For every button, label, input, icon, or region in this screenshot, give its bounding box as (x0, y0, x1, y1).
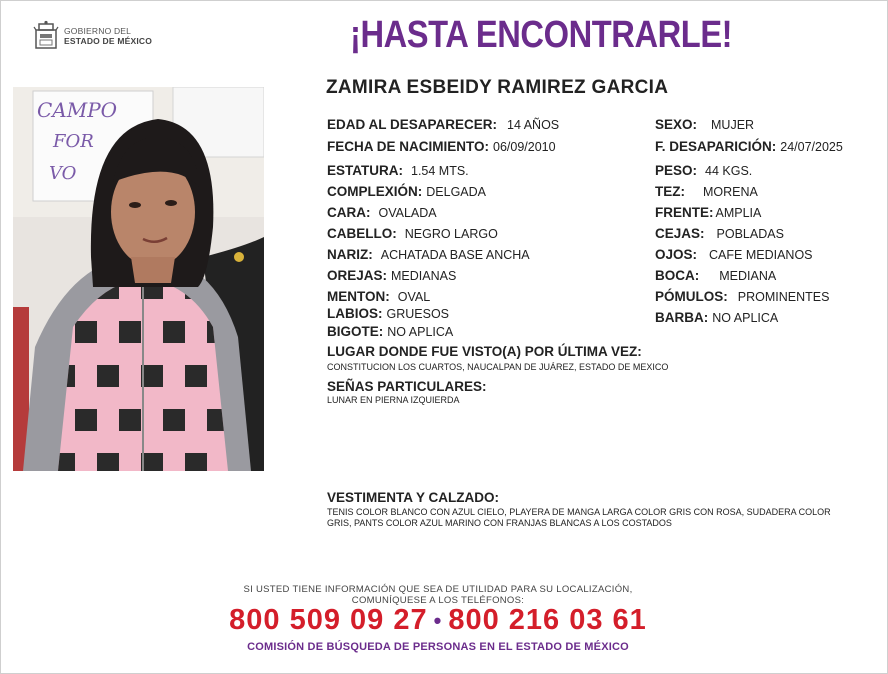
field-menton (327, 289, 430, 304)
field-label: NARIZ: (327, 247, 373, 262)
field-cabello (327, 226, 498, 241)
phone-1[interactable]: 800 509 09 27 (229, 604, 428, 636)
field-nacimiento (327, 139, 556, 154)
field-label: CABELLO: (327, 226, 397, 241)
field-desaparicion (655, 139, 843, 154)
field-orejas (327, 268, 456, 283)
field-nariz (327, 247, 530, 262)
field-label: PÓMULOS: (655, 289, 728, 304)
coat-of-arms-icon (33, 20, 59, 52)
clothing-text: TENIS COLOR BLANCO CON AZUL CIELO, PLAYERA DE MANGA LARGA COLOR GRIS CON ROSA, SUDADERA COLOR GRIS, PANTS COLOR AZUL MARINO CON FRANJAS BLANCAS A LOS COSTADOS (327, 507, 831, 528)
field-cejas (655, 226, 784, 241)
field-value: NEGRO LARGO (404, 227, 498, 241)
field-value: GRUESOS (386, 307, 450, 321)
field-value: CAFE MEDIANOS (709, 248, 813, 262)
field-label: BARBA: (655, 310, 709, 325)
field-label: MENTON: (327, 289, 390, 304)
field-ojos (655, 247, 813, 262)
logo-line-1: GOBIERNO DEL (64, 26, 132, 36)
marks-title: SEÑAS PARTICULARES: (327, 379, 487, 394)
field-barba (655, 310, 778, 325)
field-value: MEDIANA (719, 269, 777, 283)
field-value: 24/07/2025 (780, 140, 843, 154)
field-label: OREJAS: (327, 268, 388, 283)
headline: ¡HASTA ENCONTRARLE! (350, 14, 733, 56)
person-name: ZAMIRA ESBEIDY RAMIREZ GARCIA (326, 77, 669, 98)
field-labios (327, 306, 449, 321)
field-edad (327, 117, 559, 132)
commission-name: COMISIÓN DE BÚSQUEDA DE PERSONAS EN EL ESTADO DE MÉXICO (247, 641, 629, 653)
marks-text: LUNAR EN PIERNA IZQUIERDA (327, 395, 460, 405)
field-label: FRENTE: (655, 205, 714, 220)
photo-sign-text-3: VO (49, 163, 77, 184)
field-complexion (327, 184, 486, 199)
field-value: NO APLICA (712, 311, 779, 325)
field-label: F. DESAPARICIÓN: (655, 139, 777, 154)
clothing-title: VESTIMENTA Y CALZADO: (327, 490, 500, 505)
field-value: DELGADA (426, 185, 487, 199)
field-value: OVALADA (378, 206, 437, 220)
last-seen-title: LUGAR DONDE FUE VISTO(A) POR ÚLTIMA VEZ: (327, 344, 642, 359)
field-value: 06/09/2010 (493, 140, 556, 154)
field-label: COMPLEXIÓN: (327, 184, 423, 199)
field-frente (655, 205, 761, 220)
field-cara (327, 205, 437, 220)
field-value: MUJER (711, 118, 755, 132)
field-value: AMPLIA (715, 206, 762, 220)
field-bigote (327, 324, 453, 339)
government-logo (33, 20, 152, 52)
field-label: ESTATURA: (327, 163, 403, 178)
photo-sign-text-2: FOR (53, 131, 94, 152)
field-estatura (327, 163, 469, 178)
field-label: LABIOS: (327, 306, 383, 321)
field-value: 14 AÑOS (507, 118, 560, 132)
phone-2[interactable]: 800 216 03 61 (448, 604, 647, 636)
field-boca (655, 268, 776, 283)
field-tez (655, 184, 758, 199)
field-value: 1.54 MTS. (411, 164, 469, 178)
separator-dot: • (433, 608, 443, 634)
photo-sign-text-1: CAMPO (37, 98, 118, 122)
field-label: BOCA: (655, 268, 700, 283)
field-value: NO APLICA (387, 325, 454, 339)
field-value: MEDIANAS (391, 269, 457, 283)
field-label: CARA: (327, 205, 371, 220)
field-label: PESO: (655, 163, 698, 178)
field-label: BIGOTE: (327, 324, 384, 339)
field-value: POBLADAS (716, 227, 784, 241)
field-value: ACHATADA BASE ANCHA (380, 248, 530, 262)
last-seen-text: CONSTITUCION LOS CUARTOS, NAUCALPAN DE JUÁREZ, ESTADO DE MEXICO (327, 362, 669, 372)
logo-line-2: ESTADO DE MÉXICO (64, 36, 153, 46)
field-value: MORENA (703, 185, 758, 199)
field-label: SEXO: (655, 117, 698, 132)
field-label: EDAD AL DESAPARECER: (327, 117, 498, 132)
field-value: 44 KGS. (705, 164, 753, 178)
field-label: CEJAS: (655, 226, 705, 241)
field-label: OJOS: (655, 247, 698, 262)
person-photo (13, 87, 264, 471)
field-peso (655, 163, 752, 178)
field-label: FECHA DE NACIMIENTO: (327, 139, 489, 154)
contact-line-1: SI USTED TIENE INFORMACIÓN QUE SEA DE UTILIDAD PARA SU LOCALIZACIÓN, (243, 584, 633, 595)
field-pomulos (655, 289, 829, 304)
phone-numbers (0, 604, 876, 637)
field-sexo (655, 117, 754, 132)
field-value: OVAL (397, 290, 431, 304)
field-label: TEZ: (655, 184, 685, 199)
contact-line-2: COMUNÍQUESE A LOS TELÉFONOS: (351, 595, 525, 606)
field-value: PROMINENTES (737, 290, 830, 304)
